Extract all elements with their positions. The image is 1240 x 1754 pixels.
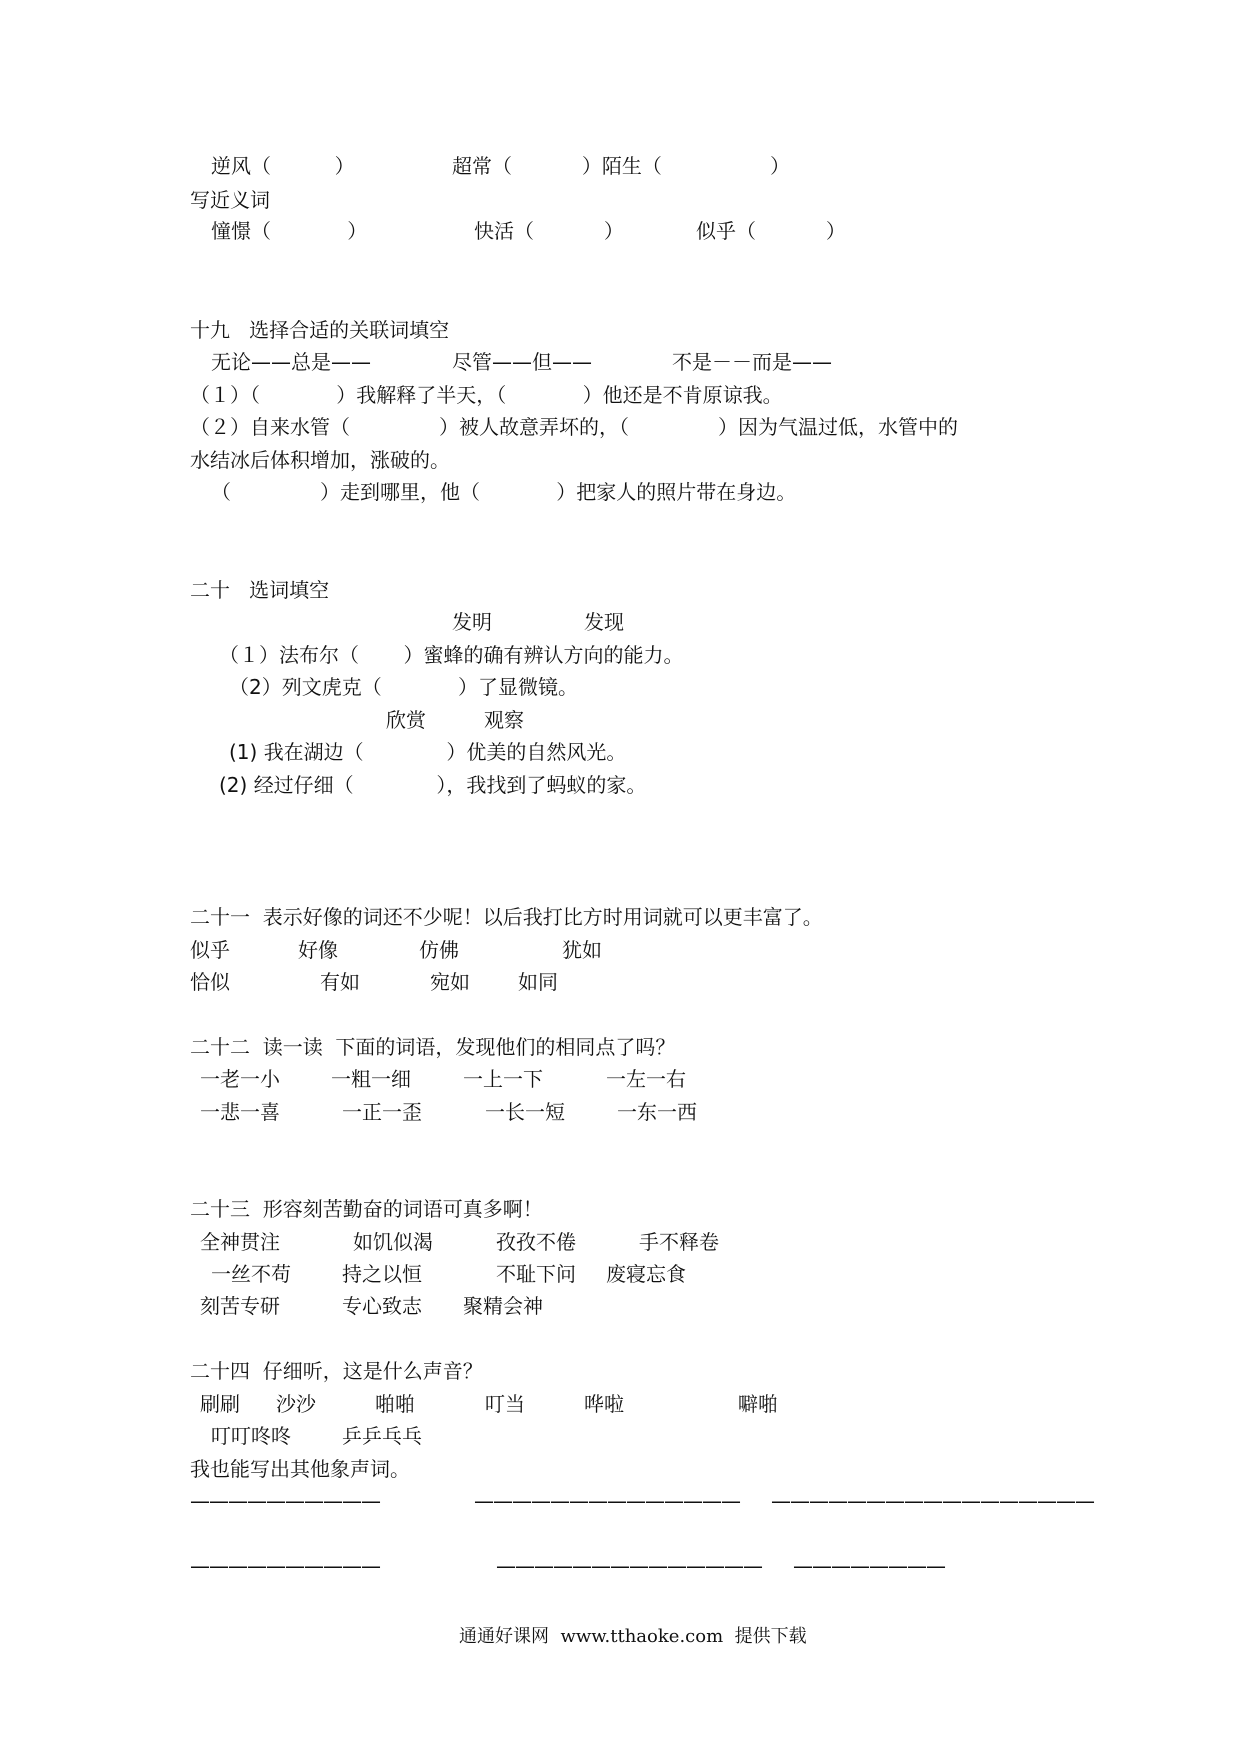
word: 仿佛 [419,938,459,962]
word: 乒乒乓乓 [342,1424,422,1448]
word: 似乎 [190,938,230,962]
antonym-item: 超常（ ）陌生（ ） [452,154,791,178]
word: 犹如 [562,938,602,962]
section-title: 十九 选择合适的关联词填空 [190,318,450,342]
question: 水结冰后体积增加，涨破的。 [190,448,450,472]
answer-blank: —————————— [190,1554,380,1578]
word: 一悲一喜 [200,1100,280,1124]
antonym-item: 逆风（ ） [211,154,355,178]
synonym-item: 憧憬（ ） [211,219,368,243]
word: 恰似 [190,970,230,994]
option-word: 发现 [584,610,624,634]
word: 专心致志 [342,1294,422,1318]
option-word: 欣赏 [386,708,426,732]
question: （１）法布尔（ ）蜜蜂的确有辨认方向的能力。 [219,643,684,667]
word: 刻苦专研 [200,1294,280,1318]
word: 废寝忘食 [606,1262,686,1286]
footer: 通通好课网 www.tthaoke.com 提供下载 [459,1626,807,1647]
word: 聚精会神 [463,1294,543,1318]
word: 叮当 [485,1392,525,1416]
word: 持之以恒 [342,1262,422,1286]
section-title: 二十 选词填空 [190,578,330,602]
word: 全神贯注 [200,1230,280,1254]
answer-blank: —————————————— [474,1489,740,1513]
word: 噼啪 [738,1392,778,1416]
word: 一粗一细 [331,1067,411,1091]
section-title: 二十四 仔细听，这是什么声音？ [190,1359,483,1383]
option-word: 无论——总是—— [211,350,371,374]
answer-blank: —————————————— [496,1554,762,1578]
question: (1) 我在湖边（ ）优美的自然风光。 [229,740,627,764]
question: （ ）走到哪里，他（ ）把家人的照片带在身边。 [211,480,797,504]
word: 一左一右 [606,1067,686,1091]
word: 刷刷 [200,1392,240,1416]
word: 有如 [320,970,360,994]
word: 一上一下 [463,1067,543,1091]
question: (2) 经过仔细（ ），我找到了蚂蚁的家。 [219,773,647,797]
word: 好像 [298,938,338,962]
synonym-item: 快活（ ） [474,219,624,243]
option-word: 发明 [452,610,492,634]
word: 沙沙 [276,1392,316,1416]
word: 宛如 [430,970,470,994]
option-word: 不是－－而是—— [672,350,832,374]
word: 如饥似渴 [353,1230,433,1254]
word: 如同 [518,970,558,994]
word: 哗啦 [584,1392,624,1416]
word: 一丝不苟 [211,1262,291,1286]
synonym-item: 似乎（ ） [696,219,846,243]
word: 叮叮咚咚 [211,1424,291,1448]
section-title: 写近义词 [190,188,270,212]
option-word: 观察 [484,708,524,732]
question: （１）（ ）我解释了半天，（ ）他还是不肯原谅我。 [190,383,783,407]
question: （２）自来水管（ ）被人故意弄坏的，（ ）因为气温过低，水管中的 [190,415,959,439]
section-title: 二十一 表示好像的词还不少呢！以后我打比方时用词就可以更丰富了。 [190,905,823,929]
section-title: 二十二 读一读 下面的词语，发现他们的相同点了吗？ [190,1035,676,1059]
answer-blank: —————————— [190,1489,380,1513]
option-word: 尽管——但—— [452,350,592,374]
prompt: 我也能写出其他象声词。 [190,1457,410,1481]
question: （2）列文虎克（ ）了显微镜。 [229,675,579,699]
section-title: 二十三 形容刻苦勤奋的词语可真多啊！ [190,1197,543,1221]
word: 手不释卷 [639,1230,719,1254]
word: 啪啪 [375,1392,415,1416]
word: 不耻下问 [496,1262,576,1286]
word: 一长一短 [485,1100,565,1124]
word: 孜孜不倦 [496,1230,576,1254]
word: 一老一小 [200,1067,280,1091]
word: 一东一西 [617,1100,697,1124]
answer-blank: ———————— [793,1554,945,1578]
answer-blank: ————————————————— [771,1489,1094,1513]
word: 一正一歪 [342,1100,422,1124]
